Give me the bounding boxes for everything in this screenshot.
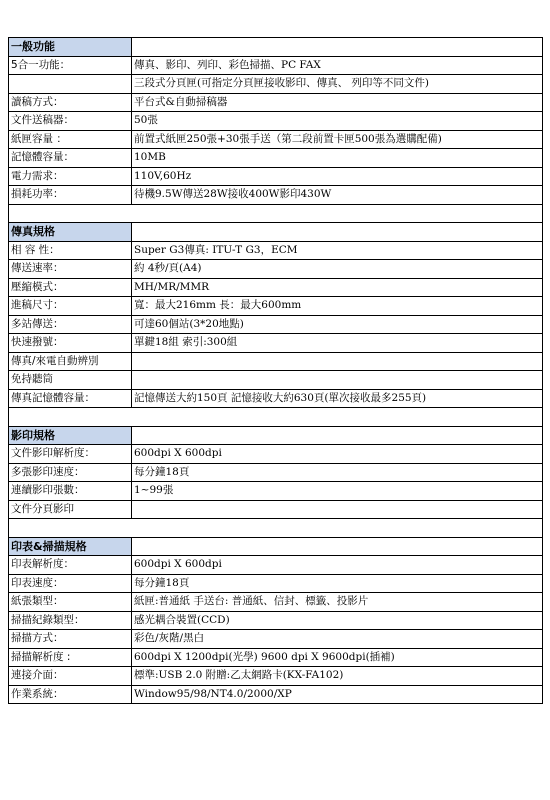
spec-value: 每分鐘18頁 <box>132 574 543 593</box>
spec-label: 掃描方式： <box>9 630 132 649</box>
spec-label <box>9 75 132 94</box>
spec-value: 1~99張 <box>132 482 543 501</box>
spec-label: 記憶體容量： <box>9 149 132 168</box>
spec-label: 傳真/來電自動辨別 <box>9 352 132 371</box>
spec-label: 掃描解析度 : <box>9 648 132 667</box>
spec-label: 損耗功率： <box>9 186 132 205</box>
spec-row <box>9 186 543 205</box>
spec-value: 約 4秒/頁(A4) <box>132 260 543 279</box>
spec-label: 文件送稿器： <box>9 112 132 131</box>
spec-row <box>9 130 543 149</box>
section-header <box>9 38 543 57</box>
section-header-blank <box>132 426 543 445</box>
spec-row <box>9 667 543 686</box>
spec-label: 印表解析度： <box>9 556 132 575</box>
section-header-blank <box>132 537 543 556</box>
spec-row <box>9 648 543 667</box>
spacer-row <box>9 204 543 223</box>
spec-label: 讀稿方式： <box>9 93 132 112</box>
spec-label: 相 容 性： <box>9 241 132 260</box>
spec-value: 600dpi X 1200dpi(光學) 9600 dpi X 9600dpi(插補) <box>132 648 543 667</box>
spec-value: 前置式紙匣250張+30張手送（第二段前置卡匣500張為選購配備) <box>132 130 543 149</box>
spec-value: 10MB <box>132 149 543 168</box>
spec-value: 平台式&自動掃稿器 <box>132 93 543 112</box>
spec-label: 紙匣容量 ： <box>9 130 132 149</box>
spec-label: 掃描紀錄類型： <box>9 611 132 630</box>
spec-value <box>132 500 543 519</box>
spec-value: 寬：最大216mm 長：最大600mm <box>132 297 543 316</box>
spec-value <box>132 371 543 390</box>
spec-row <box>9 167 543 186</box>
section-title: 印表&掃描規格 <box>9 537 132 556</box>
spec-row <box>9 56 543 75</box>
spec-label: 印表速度： <box>9 574 132 593</box>
spec-value: Super G3傳真: ITU-T G3，ECM <box>132 241 543 260</box>
spec-value: 傳真、影印、列印、彩色掃描、PC FAX <box>132 56 543 75</box>
spec-row <box>9 371 543 390</box>
spec-value: 感光耦合裝置(CCD) <box>132 611 543 630</box>
spec-row <box>9 685 543 704</box>
spec-row <box>9 297 543 316</box>
section-title: 傳真規格 <box>9 223 132 242</box>
spec-row <box>9 93 543 112</box>
spec-value: 110V,60Hz <box>132 167 543 186</box>
spec-value: 50張 <box>132 112 543 131</box>
spec-row <box>9 556 543 575</box>
spec-value: 單鍵18組 索引:300組 <box>132 334 543 353</box>
spec-label: 傳真記憶體容量： <box>9 389 132 408</box>
section-header <box>9 426 543 445</box>
spec-value: 三段式分頁匣(可指定分頁匣接收影印、傳真、 列印等不同文件) <box>132 75 543 94</box>
spec-row <box>9 593 543 612</box>
spec-label: 紙張類型： <box>9 593 132 612</box>
spacer-row <box>9 519 543 538</box>
spec-value: 標準:USB 2.0 附贈:乙太網路卡(KX-FA102) <box>132 667 543 686</box>
spec-value: 600dpi X 600dpi <box>132 445 543 464</box>
spec-label: 連接介面： <box>9 667 132 686</box>
spec-row <box>9 112 543 131</box>
spec-label: 多站傳送： <box>9 315 132 334</box>
spec-row <box>9 149 543 168</box>
spec-value: 待機9.5W傳送28W接收400W影印430W <box>132 186 543 205</box>
spec-value: MH/MR/MMR <box>132 278 543 297</box>
spec-label: 文件分頁影印 <box>9 500 132 519</box>
spec-row <box>9 574 543 593</box>
spec-row <box>9 75 543 94</box>
spec-label: 傳送速率： <box>9 260 132 279</box>
spec-label: 快速撥號： <box>9 334 132 353</box>
spec-label: 文件影印解析度： <box>9 445 132 464</box>
spec-row <box>9 334 543 353</box>
spec-row <box>9 315 543 334</box>
spec-value <box>132 352 543 371</box>
spec-value: Window95/98/NT4.0/2000/XP <box>132 685 543 704</box>
spec-row <box>9 482 543 501</box>
spec-value: 記憶傳送大約150頁 記憶接收大約630頁(單次接收最多255頁) <box>132 389 543 408</box>
section-header-blank <box>132 38 543 57</box>
spec-row <box>9 500 543 519</box>
spec-label: 進稿尺寸： <box>9 297 132 316</box>
spec-table <box>8 37 543 704</box>
spec-row <box>9 389 543 408</box>
spec-label: 電力需求： <box>9 167 132 186</box>
spec-label: 連續影印張數： <box>9 482 132 501</box>
spec-row <box>9 260 543 279</box>
spec-row <box>9 611 543 630</box>
section-title: 一般功能 <box>9 38 132 57</box>
spec-row <box>9 445 543 464</box>
section-title: 影印規格 <box>9 426 132 445</box>
spec-value: 可達60個站(3*20地點) <box>132 315 543 334</box>
spec-row <box>9 241 543 260</box>
spec-label: 壓縮模式： <box>9 278 132 297</box>
spec-row <box>9 352 543 371</box>
spec-value: 每分鐘18頁 <box>132 463 543 482</box>
spacer-row <box>9 408 543 427</box>
section-header-blank <box>132 223 543 242</box>
spec-label: 免持聽筒 <box>9 371 132 390</box>
spec-row <box>9 278 543 297</box>
spec-label: 作業系統： <box>9 685 132 704</box>
spec-value: 600dpi X 600dpi <box>132 556 543 575</box>
spec-value: 紙匣:普通紙 手送台: 普通紙、信封、標籤、投影片 <box>132 593 543 612</box>
spec-label: 5合一功能： <box>9 56 132 75</box>
section-header <box>9 537 543 556</box>
spec-label: 多張影印速度： <box>9 463 132 482</box>
section-header <box>9 223 543 242</box>
spec-value: 彩色/灰階/黑白 <box>132 630 543 649</box>
spec-row <box>9 630 543 649</box>
spec-row <box>9 463 543 482</box>
